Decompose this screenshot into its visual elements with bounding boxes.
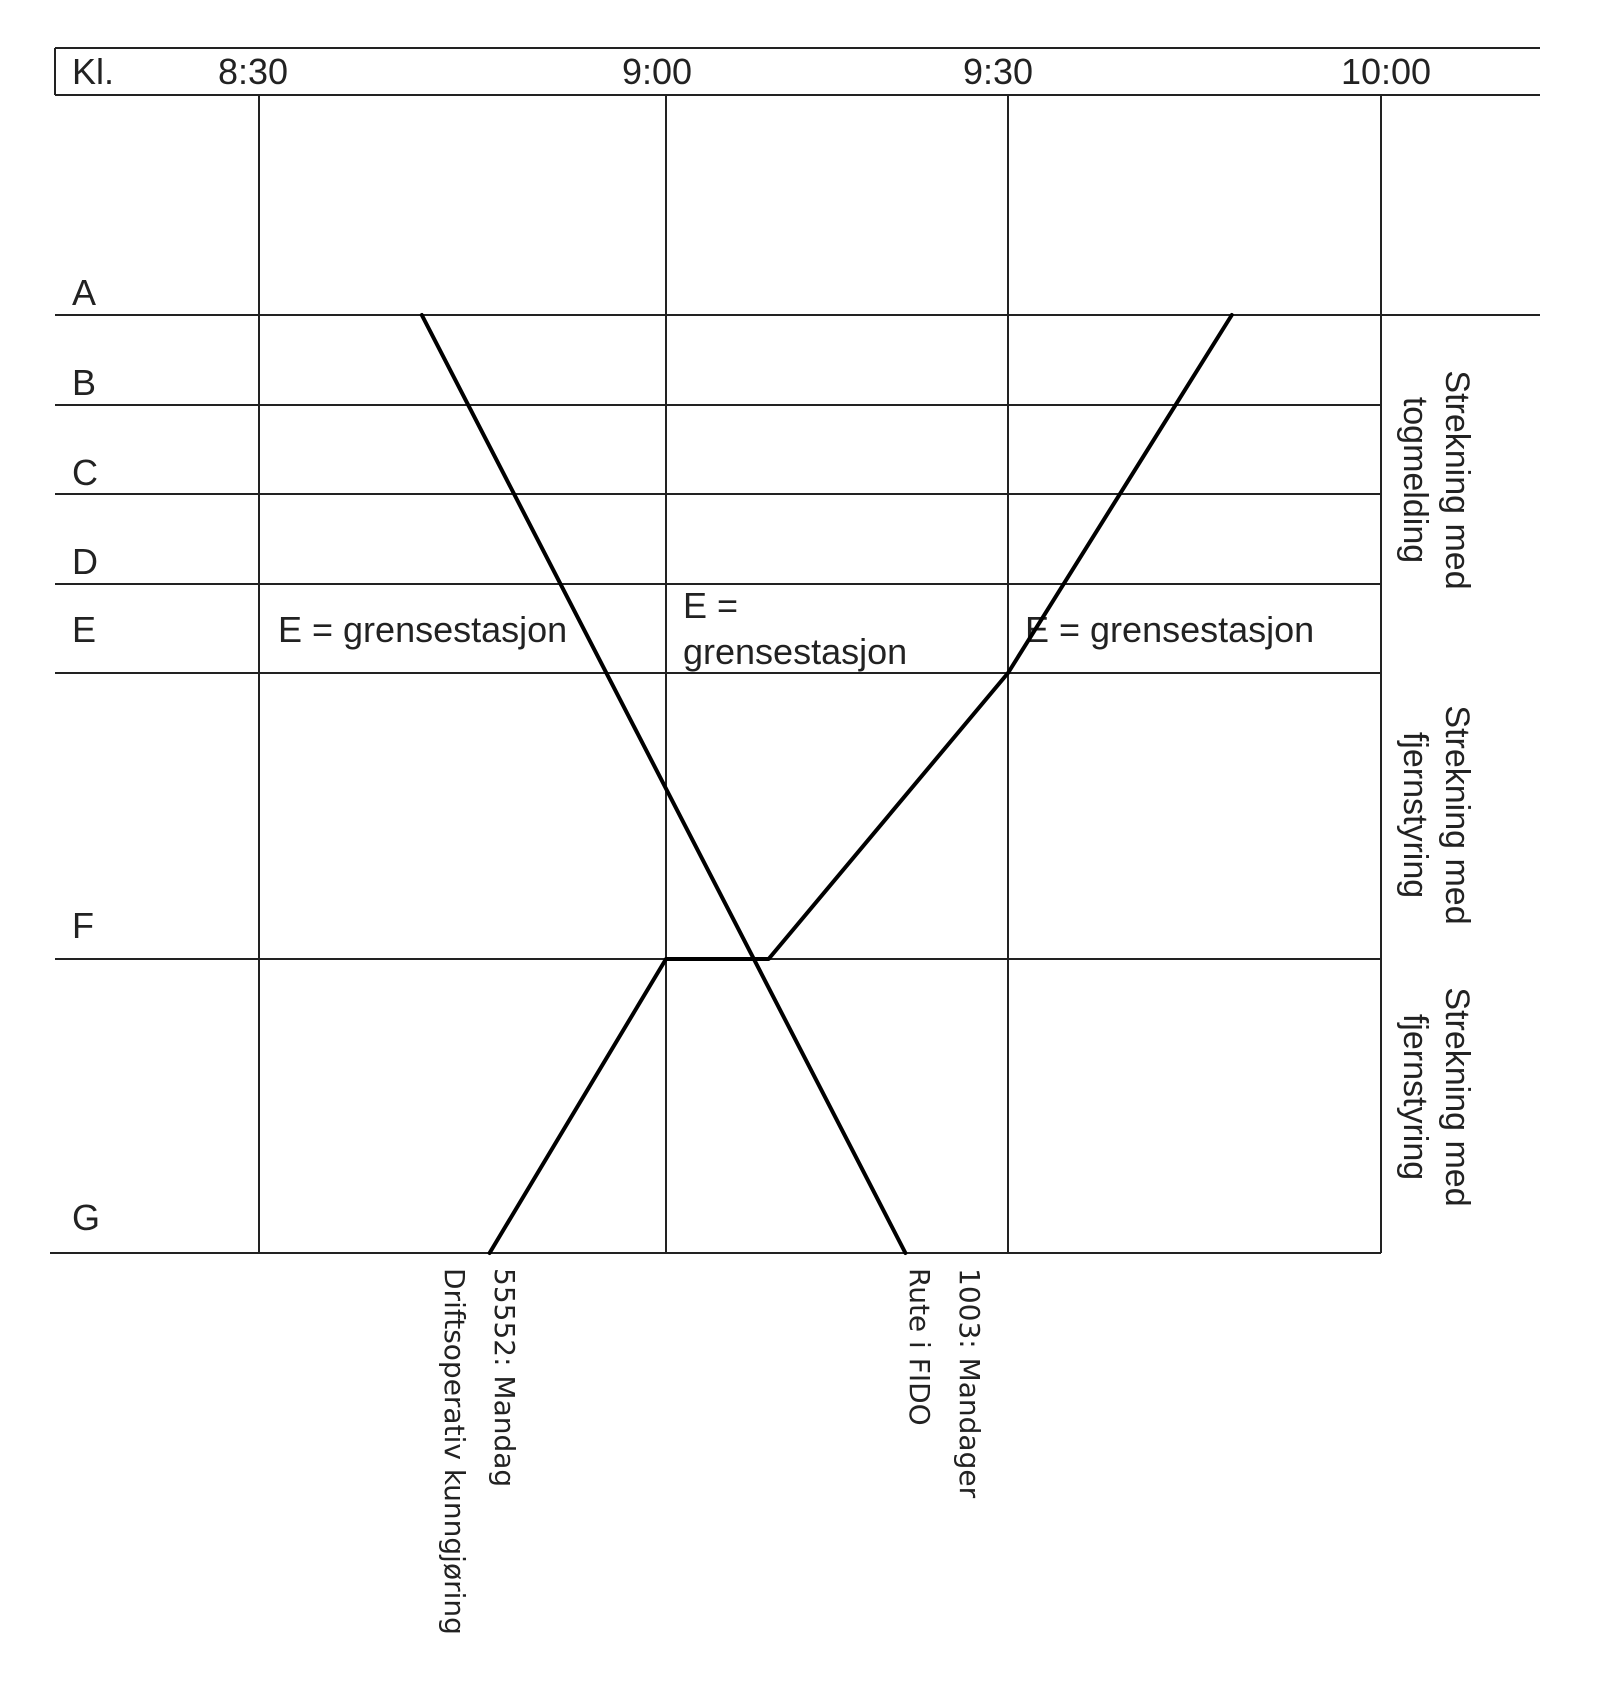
train-path-55552	[490, 315, 1232, 1253]
station-label-c: C	[72, 452, 98, 493]
clock-label: Kl.	[72, 51, 115, 92]
train-path-1003	[422, 315, 906, 1253]
time-label-0930: 9:30	[962, 51, 1034, 92]
train-label-1003-line1: 1003: Mandager	[953, 1268, 986, 1499]
section-label-togmelding	[1396, 370, 1476, 589]
section-label-togmelding-line1: Strekning med	[1438, 370, 1476, 590]
station-label-g: G	[72, 1197, 101, 1238]
border-station-label-left: E = grensestasjon	[278, 609, 568, 650]
train-label-55552-line2: Driftsoperativ kunngjøring	[438, 1268, 471, 1635]
time-label-0830: 8:30	[217, 51, 289, 92]
train-label-1003-line2: Rute i FIDO	[903, 1268, 936, 1426]
section-label-fjernstyring-upper	[1396, 705, 1476, 924]
train-label-55552-line1: 55552: Mandag	[488, 1268, 521, 1488]
train-label-55552	[438, 1268, 521, 1635]
section-label-fjernstyring-lower-line1: Strekning med	[1438, 987, 1476, 1207]
border-station-label-middle-line1: E =	[683, 585, 739, 626]
section-label-togmelding-line2: togmelding	[1396, 396, 1434, 564]
station-label-b: B	[72, 362, 97, 403]
station-label-a: A	[72, 272, 97, 313]
station-label-d: D	[72, 541, 98, 582]
border-station-label-right: E = grensestasjon	[1025, 609, 1315, 650]
section-label-fjernstyring-lower-line2: fjernstyring	[1396, 1013, 1434, 1181]
section-label-fjernstyring-lower	[1396, 987, 1476, 1206]
train-label-1003	[903, 1268, 986, 1499]
station-label-e: E	[72, 609, 97, 650]
border-station-label-middle-line2: grensestasjon	[683, 631, 908, 672]
station-label-f: F	[72, 905, 94, 946]
section-label-fjernstyring-upper-line1: Strekning med	[1438, 705, 1476, 925]
time-label-0900: 9:00	[621, 51, 693, 92]
time-label-1000: 10:00	[1340, 51, 1432, 92]
section-label-fjernstyring-upper-line2: fjernstyring	[1396, 731, 1434, 899]
